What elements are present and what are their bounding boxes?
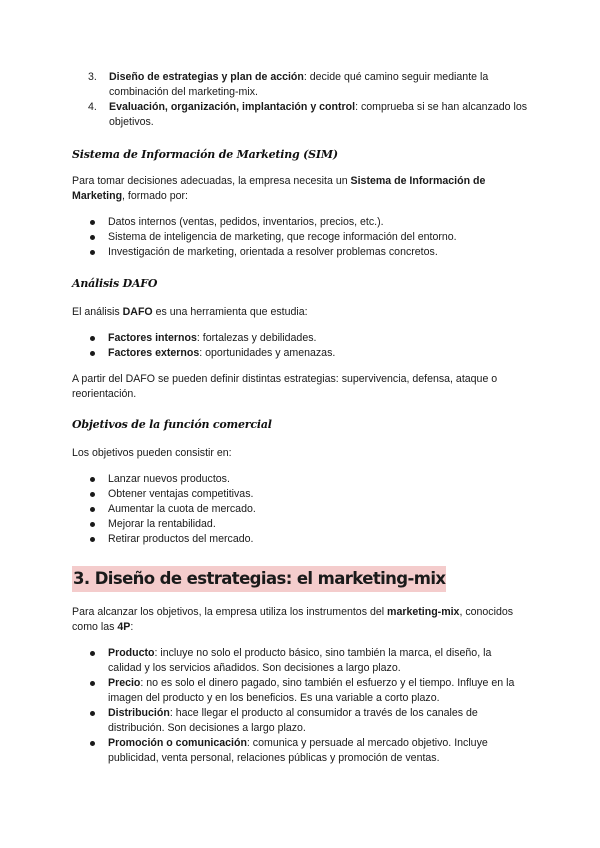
bold-text: Factores internos bbox=[108, 332, 197, 344]
list-item bbox=[72, 215, 522, 230]
list-item bbox=[72, 487, 522, 502]
list-item bbox=[72, 502, 522, 517]
bullet-icon bbox=[90, 651, 95, 656]
bullet-icon bbox=[90, 492, 95, 497]
heading-dafo: Análisis DAFO bbox=[72, 277, 158, 290]
bullet-icon bbox=[90, 507, 95, 512]
ordered-list bbox=[72, 70, 542, 130]
list-item bbox=[72, 100, 542, 130]
section3-intro bbox=[72, 605, 522, 635]
bold-text: Factores externos bbox=[108, 347, 200, 359]
list-item-text: Retirar productos del mercado. bbox=[108, 533, 254, 545]
bullet-icon bbox=[90, 351, 95, 356]
bold-text: Sistema de Información de Marketing bbox=[72, 175, 486, 202]
heading-objetivos: Objetivos de la función comercial bbox=[72, 418, 272, 431]
list-item-text: Datos internos (ventas, pedidos, inventarios, precios, etc.). bbox=[108, 216, 384, 228]
objetivos-intro: Los objetivos pueden consistir en: bbox=[72, 447, 232, 459]
list-item bbox=[72, 346, 522, 361]
list-number: 4. bbox=[88, 101, 97, 113]
text: , formado por: bbox=[122, 190, 188, 202]
list-item-text: : hace llegar el producto al consumidor a través de los canales de distribución. Son decisiones a largo plazo. bbox=[108, 707, 478, 734]
bold-text: DAFO bbox=[122, 306, 153, 318]
text: , conocidos como las bbox=[72, 606, 514, 633]
list-item-text: : comprueba si se han alcanzado los objetivos. bbox=[109, 101, 528, 128]
list-item-text: : incluye no solo el producto básico, sino también la marca, el diseño, la calidad y los servicios añadidos. Son decisiones a largo plazo. bbox=[108, 647, 492, 674]
bold-text: marketing-mix bbox=[387, 606, 460, 618]
list-item bbox=[72, 646, 527, 676]
list-item-text: : oportunidades y amenazas. bbox=[199, 347, 336, 359]
section-title: 3. Diseño de estrategias: el marketing-mix bbox=[72, 566, 446, 592]
list-item-text: : fortalezas y debilidades. bbox=[196, 332, 317, 344]
text: El análisis bbox=[72, 306, 123, 318]
objetivos-list bbox=[72, 472, 522, 547]
bold-text: Producto bbox=[108, 647, 155, 659]
heading-sim: Sistema de Información de Marketing (SIM) bbox=[72, 148, 338, 161]
sim-intro bbox=[72, 174, 522, 204]
list-item bbox=[72, 472, 522, 487]
sim-list bbox=[72, 215, 522, 260]
list-item bbox=[72, 70, 542, 100]
text: Para tomar decisiones adecuadas, la empresa necesita un bbox=[72, 175, 351, 187]
bold-text: Distribución bbox=[108, 707, 170, 719]
list-item-text: : no es solo el dinero pagado, sino también el esfuerzo y el tiempo. Influye en la imagen del producto y en los beneficios. Es una variable a corto plazo. bbox=[108, 677, 515, 704]
list-item bbox=[72, 517, 522, 532]
dafo-closing: A partir del DAFO se pueden definir distintas estrategias: supervivencia, defensa, ataque o reorientación. bbox=[72, 373, 498, 400]
list-item bbox=[72, 331, 522, 346]
bullet-icon bbox=[90, 522, 95, 527]
list-item-bold: Diseño de estrategias y plan de acción bbox=[109, 71, 304, 83]
bullet-icon bbox=[90, 537, 95, 542]
list-number: 3. bbox=[88, 71, 97, 83]
dafo-list bbox=[72, 331, 522, 361]
text: : bbox=[130, 621, 134, 633]
bullet-icon bbox=[90, 741, 95, 746]
list-item-text: Investigación de marketing, orientada a resolver problemas concretos. bbox=[108, 246, 438, 258]
bullet-icon bbox=[90, 336, 95, 341]
bold-text: Precio bbox=[108, 677, 141, 689]
list-item-text: : decide qué camino seguir mediante la combinación del marketing-mix. bbox=[109, 71, 489, 98]
bold-text: Promoción o comunicación bbox=[108, 737, 247, 749]
list-item bbox=[72, 706, 527, 736]
list-item bbox=[72, 736, 527, 766]
dafo-intro bbox=[72, 305, 522, 320]
bullet-icon bbox=[90, 681, 95, 686]
text: es una herramienta que estudia: bbox=[152, 306, 308, 318]
list-item-text: Mejorar la rentabilidad. bbox=[108, 518, 216, 530]
list-item bbox=[72, 676, 527, 706]
list-item-text: Obtener ventajas competitivas. bbox=[108, 488, 254, 500]
list-item bbox=[72, 230, 522, 245]
bullet-icon bbox=[90, 477, 95, 482]
section3-list bbox=[72, 646, 527, 766]
text: Para alcanzar los objetivos, la empresa utiliza los instrumentos del bbox=[72, 606, 388, 618]
list-item bbox=[72, 245, 522, 260]
bullet-icon bbox=[90, 711, 95, 716]
list-item-text: : comunica y persuade al mercado objetivo. Incluye publicidad, venta personal, relaciones públicas y promoción de ventas. bbox=[108, 737, 488, 764]
bullet-icon bbox=[90, 250, 95, 255]
list-item bbox=[72, 532, 522, 547]
bullet-icon bbox=[90, 235, 95, 240]
bold-text: 4P bbox=[117, 621, 131, 633]
list-item-text: Sistema de inteligencia de marketing, que recoge información del entorno. bbox=[108, 231, 457, 243]
bullet-icon bbox=[90, 220, 95, 225]
list-item-text: Lanzar nuevos productos. bbox=[108, 473, 230, 485]
list-item-bold: Evaluación, organización, implantación y control bbox=[109, 101, 356, 113]
list-item-text: Aumentar la cuota de mercado. bbox=[108, 503, 256, 515]
